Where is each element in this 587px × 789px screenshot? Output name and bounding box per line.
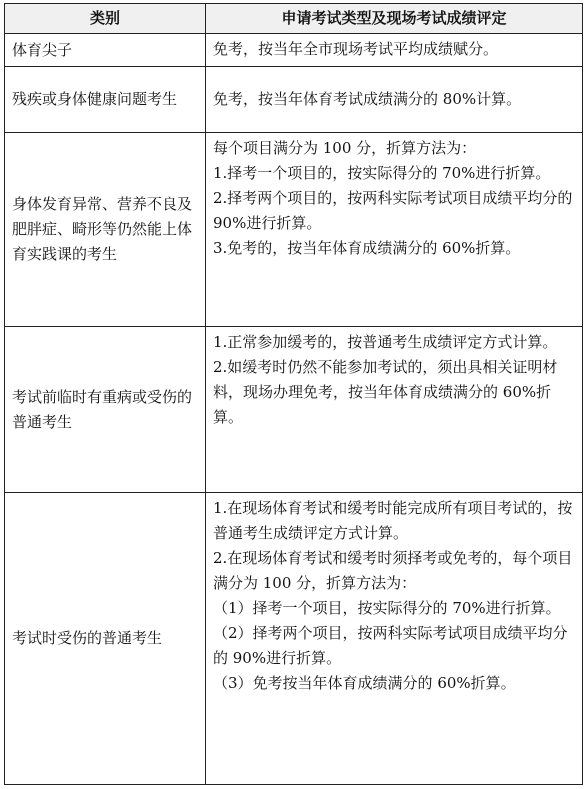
category-cell: 残疾或身体健康问题考生: [5, 67, 206, 133]
header-assessment: 申请考试类型及现场考试成绩评定: [206, 4, 583, 34]
rule-cell: [206, 326, 583, 492]
rule-line: 2.择考两个项目的，按两科实际考试项目成绩平均分的 90%进行折算。: [213, 189, 573, 233]
rule-line: 1.择考一个项目的，按实际得分的 70%进行折算。: [213, 164, 551, 183]
rule-line: 1.正常参加缓考的，按普通考生成绩评定方式计算。: [213, 332, 558, 351]
category-cell: 体育尖子: [5, 34, 206, 67]
category-cell: 考试前临时有重病或受伤的普通考生: [5, 326, 206, 492]
header-row: [5, 4, 583, 34]
rule-line: 每个项目满分为 100 分，折算方法为：: [213, 139, 477, 158]
rule-cell: [206, 34, 583, 67]
rule-line: 免考，按当年全市现场考试平均成绩赋分。: [213, 40, 499, 58]
rule-line: （2）择考两个项目，按两科实际考试项目成绩平均分的 90%进行折算。: [213, 624, 568, 668]
category-cell: 考试时受伤的普通考生: [5, 493, 206, 785]
rule-line: 2.在现场体育考试和缓考时须择考或免考的，每个项目满分为 100 分，折算方法为：: [213, 549, 573, 593]
rule-cell: [206, 493, 583, 785]
table-row: [5, 34, 583, 67]
rule-cell: [206, 67, 583, 133]
rule-line: 免考，按当年体育考试成绩满分的 80%计算。: [213, 90, 522, 109]
header-category: 类别: [5, 4, 206, 34]
table-row: [5, 133, 583, 327]
rule-line: 2.如缓考时仍然不能参加考试的，须出具相关证明材料，现场办理免考，按当年体育成绩满分的 60%折算。: [213, 357, 558, 426]
rule-line: 3.免考的，按当年体育成绩满分的 60%折算。: [213, 239, 521, 258]
assessment-table: [4, 3, 583, 785]
rule-line: 1.在现场体育考试和缓考时能完成所有项目考试的，按普通考生成绩评定方式计算。: [213, 499, 573, 543]
category-cell: 身体发育异常、营养不良及肥胖症、畸形等仍然能上体育实践课的考生: [5, 133, 206, 327]
table-row: [5, 326, 583, 492]
rule-line: （3）免考按当年体育成绩满分的 60%折算。: [213, 674, 516, 693]
table-row: [5, 67, 583, 133]
rule-line: （1）择考一个项目，按实际得分的 70%进行折算。: [213, 599, 561, 618]
rule-cell: [206, 133, 583, 327]
table-row: [5, 493, 583, 785]
